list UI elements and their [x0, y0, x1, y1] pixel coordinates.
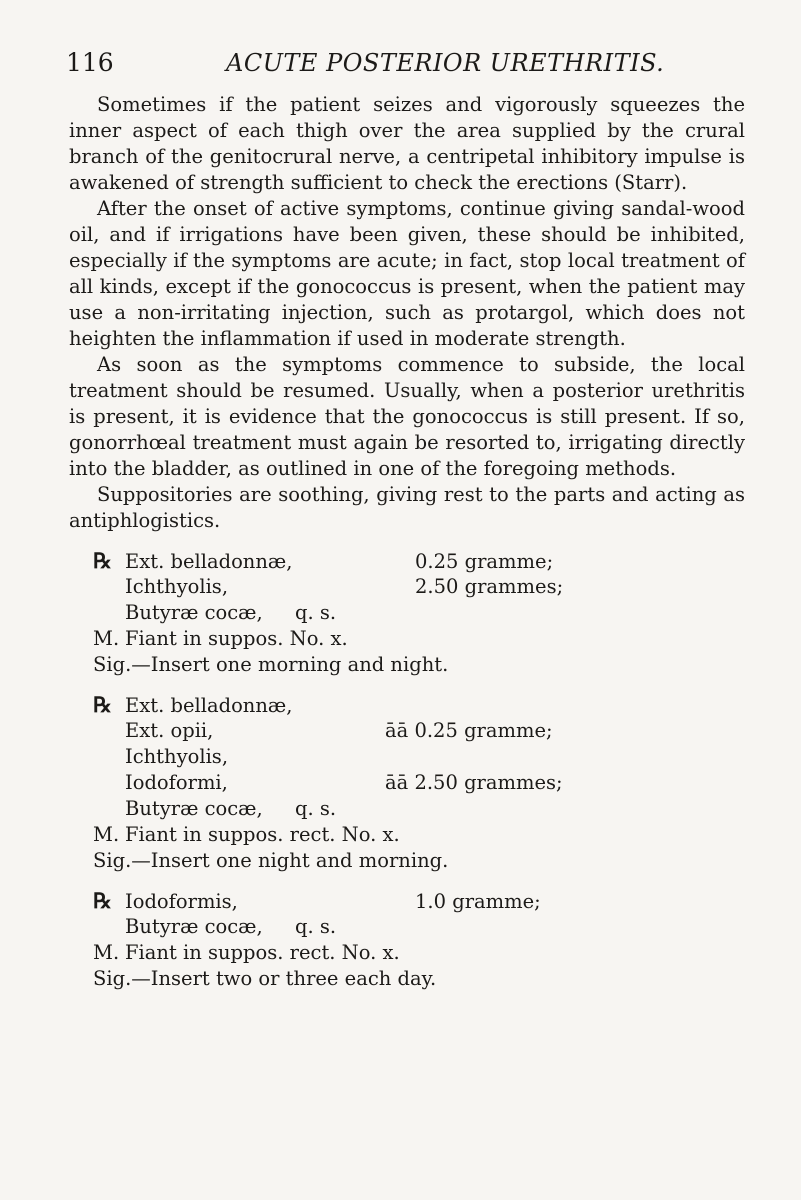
- rx-ingredient: [93, 888, 745, 914]
- paragraph: As soon as the symptoms commence to subside, the local treatment should be resumed. Usually, when a posterior urethritis is present, it is evidence that the gonococcus is still present. If so, gonorrhœal treatment must again be resorted to, irrigating directly into the bladder, as outlined in one of the foregoing methods.: [69, 353, 745, 480]
- rx-ingredient-name: Ichthyolis,: [125, 575, 229, 598]
- rx-direction-label: Sig.: [93, 967, 132, 990]
- rx-ingredient-name: Butyræ cocæ,: [125, 797, 263, 820]
- running-title: ACUTE POSTERIOR URETHRITIS.: [226, 49, 665, 77]
- page-header: [66, 46, 746, 80]
- rx-direction-label: M.: [93, 823, 120, 846]
- prescription-3: [93, 888, 745, 992]
- rx-direction: [93, 966, 745, 992]
- rx-ingredient-qty: q. s.: [295, 601, 337, 624]
- rx-ingredient-qty: 0.25 gramme;: [415, 550, 554, 573]
- recipe-symbol: ℞: [93, 692, 112, 717]
- rx-ingredient: [93, 796, 745, 822]
- prescription-2: [93, 692, 745, 874]
- rx-direction-text: Fiant in suppos. rect. No. x.: [125, 823, 400, 846]
- rx-direction-label: Sig.: [93, 653, 132, 676]
- rx-direction-text: —Insert two or three each day.: [131, 967, 437, 990]
- rx-ingredient-qty: q. s.: [295, 797, 337, 820]
- rx-ingredient-name: Butyræ cocæ,: [125, 601, 263, 624]
- rx-ingredient-name: Iodoformis,: [125, 890, 238, 913]
- rx-direction-text: —Insert one morning and night.: [131, 653, 449, 676]
- rx-ingredient-qty: q. s.: [295, 915, 337, 938]
- rx-ingredient: [93, 914, 745, 940]
- rx-direction-text: —Insert one night and morning.: [131, 849, 449, 872]
- rx-direction: [93, 626, 745, 652]
- prescription-1: [93, 548, 745, 678]
- rx-direction-label: M.: [93, 941, 120, 964]
- rx-ingredient-name: Butyræ cocæ,: [125, 915, 263, 938]
- rx-ingredient-name: Ichthyolis,: [125, 745, 229, 768]
- rx-direction-text: Fiant in suppos. rect. No. x.: [125, 941, 400, 964]
- page-body: [69, 92, 745, 992]
- rx-ingredient: [93, 548, 745, 574]
- rx-ingredient: [93, 770, 745, 796]
- rx-ingredient-qty: āā 2.50 grammes;: [385, 771, 563, 794]
- rx-ingredient-name: Ext. belladonnæ,: [125, 550, 293, 573]
- rx-ingredient-qty: āā 0.25 gramme;: [385, 719, 553, 742]
- rx-ingredient: [93, 718, 745, 744]
- page-number: 116: [66, 48, 114, 77]
- paragraph: Sometimes if the patient seizes and vigorously squeezes the inner aspect of each thigh over the area supplied by the crural branch of the genitocrural nerve, a centripetal inhibitory impulse is awakened of strength sufficient to check the erections (Starr).: [69, 93, 745, 194]
- rx-ingredient-name: Ext. opii,: [125, 719, 214, 742]
- rx-ingredient: [93, 574, 745, 600]
- rx-ingredient: [93, 600, 745, 626]
- paragraph: Suppositories are soothing, giving rest to the parts and acting as antiphlogistics.: [69, 483, 745, 532]
- recipe-symbol: ℞: [93, 548, 112, 573]
- rx-direction-label: Sig.: [93, 849, 132, 872]
- rx-ingredient: [93, 692, 745, 718]
- recipe-symbol: ℞: [93, 888, 112, 913]
- rx-ingredient-name: Ext. belladonnæ,: [125, 694, 293, 717]
- rx-direction: [93, 848, 745, 874]
- rx-ingredient-name: Iodoformi,: [125, 771, 228, 794]
- rx-direction-text: Fiant in suppos. No. x.: [125, 627, 348, 650]
- rx-direction: [93, 822, 745, 848]
- rx-ingredient: [93, 744, 745, 770]
- rx-direction: [93, 940, 745, 966]
- rx-ingredient-qty: 1.0 gramme;: [415, 890, 541, 913]
- rx-ingredient-qty: 2.50 grammes;: [415, 575, 564, 598]
- rx-direction: [93, 652, 745, 678]
- rx-direction-label: M.: [93, 627, 120, 650]
- paragraph: After the onset of active symptoms, continue giving sandal-wood oil, and if irrigations have been given, these should be inhibited, especially if the symptoms are acute; in fact, stop local treatment of all kinds, except if the gonococcus is present, when the patient may use a non-irritating injection, such as protargol, which does not heighten the inflammation if used in moderate strength.: [69, 197, 745, 350]
